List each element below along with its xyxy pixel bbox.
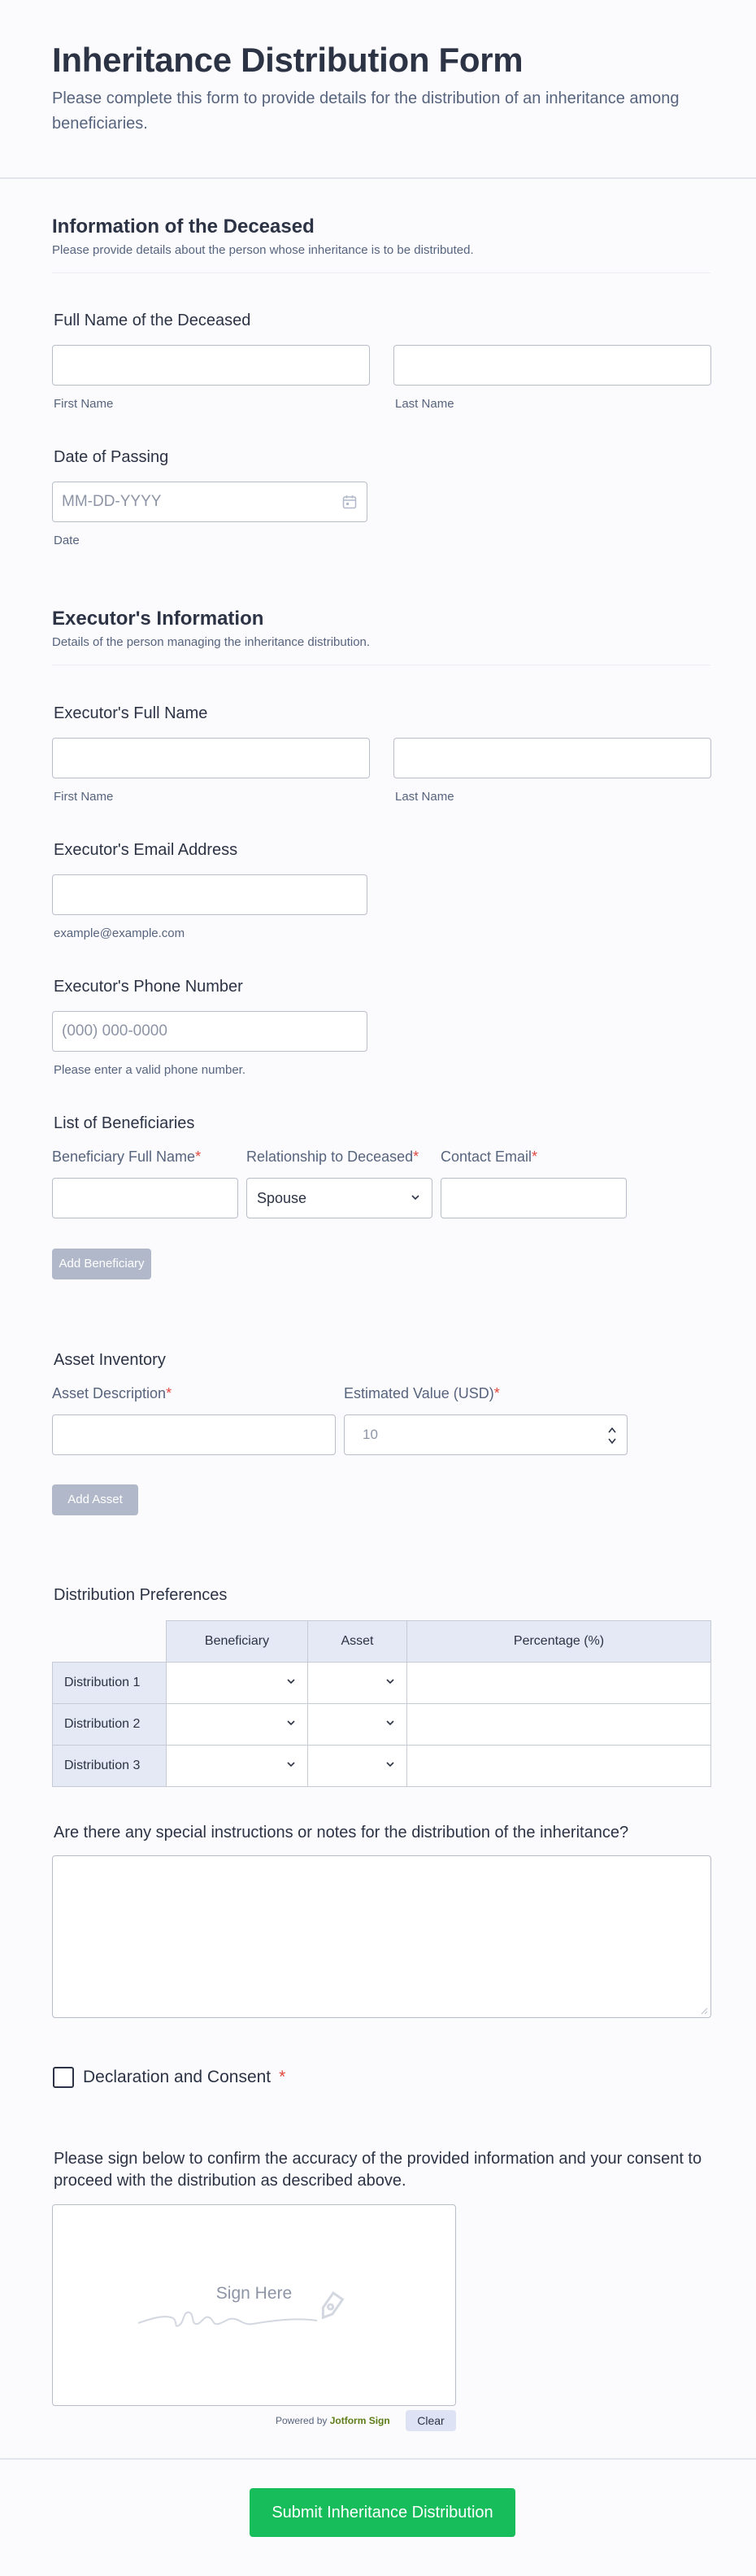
distribution-matrix (52, 1620, 711, 1787)
beneficiary-select[interactable] (167, 1746, 308, 1787)
asset-inventory-label: Asset Inventory (54, 1351, 166, 1369)
executor-phone-label: Executor's Phone Number (54, 978, 243, 996)
chevron-down-icon (385, 1718, 395, 1728)
executor-email-input[interactable] (52, 874, 367, 915)
contact-email-input[interactable] (441, 1178, 627, 1218)
chevron-down-icon (385, 1676, 395, 1686)
executor-section-subtitle: Details of the person managing the inheritance distribution. (52, 635, 371, 649)
required-mark: * (413, 1149, 419, 1165)
date-placeholder: MM-DD-YYYY (62, 493, 162, 510)
relationship-select[interactable] (246, 1178, 432, 1218)
deceased-section-subtitle: Please provide details about the person whose inheritance is to be distributed. (52, 243, 474, 257)
chevron-down-icon (411, 1192, 420, 1202)
distribution-preferences-label: Distribution Preferences (54, 1586, 228, 1604)
matrix-header-percentage: Percentage (%) (407, 1621, 711, 1663)
special-instructions-label: Are there any special instructions or notes for the distribution of the inheritance? (54, 1824, 629, 1842)
table-row (53, 1663, 711, 1704)
consent-checkbox[interactable] (53, 2067, 74, 2088)
signature-placeholder: Sign Here (215, 2284, 293, 2303)
executor-last-name-input[interactable] (393, 738, 711, 778)
executor-name-label: Executor's Full Name (54, 704, 208, 722)
relationship-column-label: Relationship to Deceased* (246, 1149, 419, 1165)
add-asset-button[interactable]: Add Asset (52, 1484, 138, 1515)
deceased-last-name-input[interactable] (393, 345, 711, 386)
resize-handle-icon[interactable] (700, 2007, 708, 2015)
chevron-down-icon (286, 1676, 296, 1686)
executor-section-title: Executor's Information (52, 608, 264, 630)
powered-by: Powered by Jotform Sign (276, 2415, 390, 2426)
signature-pad[interactable] (52, 2204, 456, 2406)
jotform-sign-brand[interactable]: Jotform Sign (329, 2415, 390, 2426)
chevron-down-icon (286, 1759, 296, 1769)
chevron-down-icon (385, 1759, 395, 1769)
matrix-row-label: Distribution 3 (53, 1746, 167, 1787)
deceased-section-title: Information of the Deceased (52, 216, 315, 238)
clear-signature-button[interactable]: Clear (406, 2410, 456, 2431)
table-row (53, 1704, 711, 1746)
percentage-input[interactable] (407, 1746, 711, 1787)
contact-email-column-label: Contact Email* (441, 1149, 538, 1165)
estimated-value-input[interactable] (344, 1414, 628, 1455)
percentage-input[interactable] (407, 1704, 711, 1746)
deceased-first-name-input[interactable] (52, 345, 370, 386)
matrix-header-beneficiary: Beneficiary (167, 1621, 308, 1663)
number-spinner-icon[interactable] (607, 1425, 617, 1446)
footer-divider (0, 2458, 756, 2460)
add-beneficiary-button[interactable]: Add Beneficiary (52, 1249, 151, 1279)
matrix-row-label: Distribution 2 (53, 1704, 167, 1746)
matrix-row-label: Distribution 1 (53, 1663, 167, 1704)
required-mark: * (279, 2068, 286, 2086)
asset-select[interactable] (308, 1746, 407, 1787)
asset-select[interactable] (308, 1704, 407, 1746)
section-divider (52, 272, 710, 273)
beneficiary-select[interactable] (167, 1704, 308, 1746)
form-subtitle: Please complete this form to provide details for the distribution of an inheritance among beneficiaries. (52, 89, 680, 133)
beneficiary-name-input[interactable] (52, 1178, 238, 1218)
deceased-first-name-sublabel: First Name (54, 397, 114, 411)
executor-email-sublabel: example@example.com (54, 926, 185, 940)
executor-phone-sublabel: Please enter a valid phone number. (54, 1063, 245, 1077)
executor-phone-input[interactable] (52, 1011, 367, 1052)
calendar-icon[interactable] (342, 495, 357, 509)
date-sublabel: Date (54, 534, 80, 547)
executor-last-name-sublabel: Last Name (395, 790, 454, 804)
matrix-header-asset: Asset (308, 1621, 407, 1663)
required-mark: * (166, 1385, 172, 1401)
deceased-name-label: Full Name of the Deceased (54, 312, 251, 329)
deceased-last-name-sublabel: Last Name (395, 397, 454, 411)
beneficiary-select[interactable] (167, 1663, 308, 1704)
date-of-passing-label: Date of Passing (54, 448, 169, 466)
percentage-input[interactable] (407, 1663, 711, 1704)
special-instructions-textarea[interactable] (52, 1855, 711, 2018)
header-divider (0, 177, 756, 179)
required-mark: * (532, 1149, 538, 1165)
asset-description-input[interactable] (52, 1414, 336, 1455)
phone-placeholder: (000) 000-0000 (62, 1022, 167, 1040)
beneficiary-name-column-label: Beneficiary Full Name* (52, 1149, 202, 1165)
asset-description-column-label: Asset Description* (52, 1385, 172, 1401)
signature-label: Please sign below to confirm the accuracy of the provided information and your consent to proceed with the distribution as described above. (54, 2150, 702, 2190)
executor-email-label: Executor's Email Address (54, 841, 238, 859)
relationship-selected-value: Spouse (257, 1190, 307, 1206)
estimated-value-column-label: Estimated Value (USD)* (344, 1385, 500, 1401)
chevron-down-icon (286, 1718, 296, 1728)
executor-first-name-input[interactable] (52, 738, 370, 778)
submit-button[interactable]: Submit Inheritance Distribution (250, 2488, 515, 2537)
matrix-corner (53, 1621, 167, 1663)
date-of-passing-input[interactable] (52, 482, 367, 522)
estimated-value-placeholder: 10 (363, 1427, 378, 1442)
beneficiaries-label: List of Beneficiaries (54, 1114, 195, 1132)
required-mark: * (195, 1149, 202, 1165)
consent-label[interactable]: Declaration and Consent * (83, 2068, 286, 2086)
required-mark: * (493, 1385, 500, 1401)
form-title: Inheritance Distribution Form (52, 41, 524, 79)
executor-first-name-sublabel: First Name (54, 790, 114, 804)
asset-select[interactable] (308, 1663, 407, 1704)
table-row (53, 1746, 711, 1787)
